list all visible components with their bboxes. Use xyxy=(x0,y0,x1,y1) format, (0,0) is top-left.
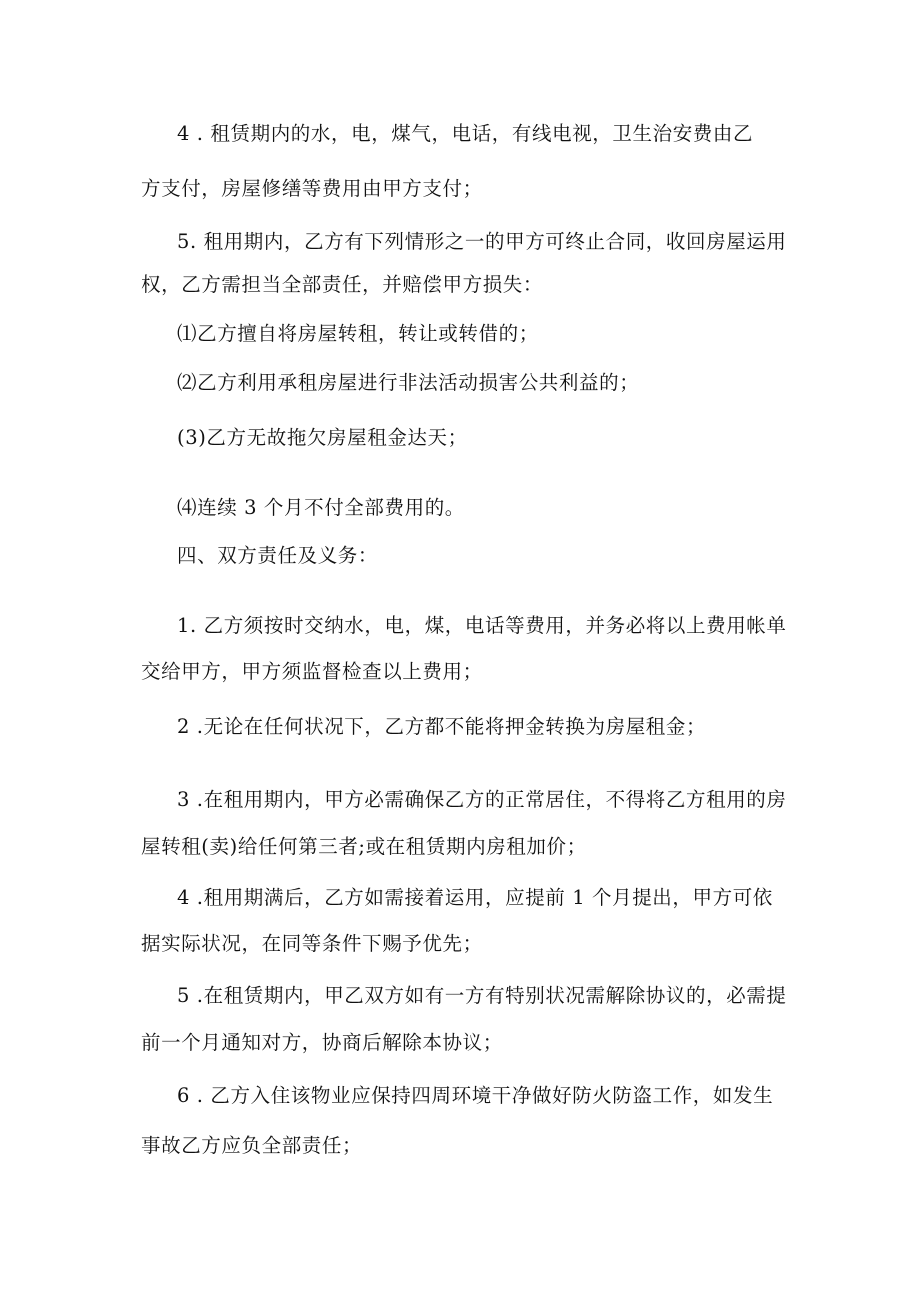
sub-item-4: ⑷连续 3 个月不付全部费用的。 xyxy=(177,496,465,519)
clause-5-line-1: 5. 租用期内，乙方有下列情形之一的甲方可终止合同，收回房屋运用 xyxy=(177,230,787,253)
duty-6-line-2: 事故乙方应负全部责任； xyxy=(141,1134,363,1157)
duty-5-line-2: 前一个月通知对方，协商后解除本协议； xyxy=(141,1031,503,1054)
duty-5-line-1: 5 .在租赁期内，甲乙双方如有一方有特别状况需解除协议的，必需提 xyxy=(177,984,787,1007)
clause-5-line-2: 权，乙方需担当全部责任，并赔偿甲方损失： xyxy=(141,273,544,296)
duty-1-line-1: 1. 乙方须按时交纳水，电，煤，电话等费用，并务必将以上费用帐单 xyxy=(177,614,787,637)
duty-1-line-2: 交给甲方，甲方须监督检查以上费用； xyxy=(141,660,483,683)
duty-2: 2 .无论在任何状况下，乙方都不能将押金转换为房屋租金； xyxy=(177,715,707,738)
duty-6-line-1: 6 . 乙方入住该物业应保持四周环境干净做好防火防盗工作，如发生 xyxy=(177,1084,774,1107)
sub-item-1: ⑴乙方擅自将房屋转租，转让或转借的； xyxy=(177,322,539,345)
duty-4-line-2: 据实际状况，在同等条件下赐予优先； xyxy=(141,932,483,955)
duty-3-line-2: 屋转租(卖)给任何第三者;或在租赁期内房租加价； xyxy=(141,835,587,858)
duty-3-line-1: 3 .在租用期内，甲方必需确保乙方的正常居住，不得将乙方租用的房 xyxy=(177,788,787,811)
duty-4-line-1: 4 .租用期满后，乙方如需接着运用，应提前 1 个月提出，甲方可依 xyxy=(177,886,773,909)
sub-item-2: ⑵乙方利用承租房屋进行非法活动损害公共利益的； xyxy=(177,371,640,394)
clause-4-line-2: 方支付，房屋修缮等费用由甲方支付； xyxy=(141,177,483,200)
sub-item-3: (3)乙方无故拖欠房屋租金达天； xyxy=(177,426,468,449)
section-heading: 四、双方责任及义务： xyxy=(177,544,379,567)
clause-4-line-1: 4 . 租赁期内的水，电，煤气，电话，有线电视，卫生治安费由乙 xyxy=(177,122,754,145)
